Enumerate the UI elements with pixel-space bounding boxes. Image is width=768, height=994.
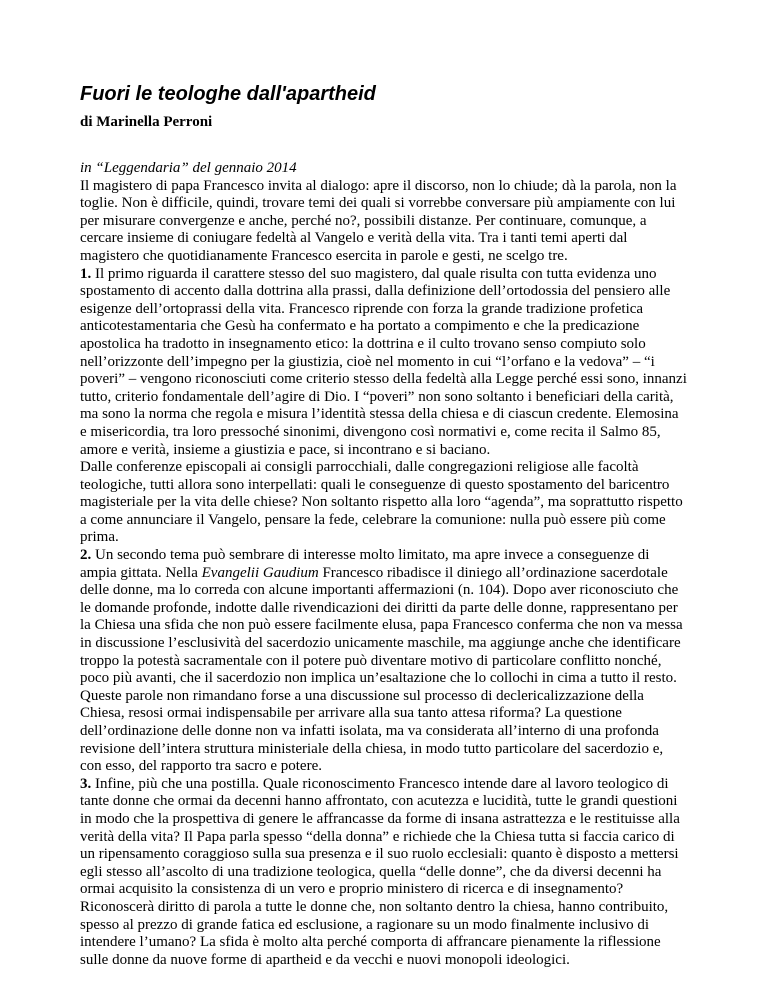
point-number: 3. (80, 775, 92, 792)
paragraph-point-1 (80, 266, 688, 460)
point-number: 2. (80, 547, 92, 564)
article-author: di Marinella Perroni (80, 114, 213, 130)
paragraph-text: Francesco ribadisce il diniego all’ordinazione sacerdotale delle donne, ma lo correda con alcune importanti affermazioni (n. 104). Dopo aver riconosciuto che le domande profonde, indotte dalle rivendicazioni dei diritti da parte delle donne, rappresentano per la Chiesa una sfida che non può essere facilmente elusa, papa Francesco conferma che non va messa in discussione l’esclusività del sacerdozio unicamente maschile, ma aggiunge anche che identificare troppo la potestà sacramentale con il potere può diventare motivo di particolare conflitto nonché, poco più avanti, che il sacerdozio non implica un’esaltazione che lo collochi in cima a tutto il resto. (80, 564, 683, 687)
article-source: in “Leggendaria” del gennaio 2014 (80, 160, 297, 176)
article-body (80, 178, 688, 970)
paragraph-text: Dalle conferenze episcopali ai consigli parrocchiali, dalle congregazioni religiose alle facoltà teologiche, tutti allora sono interpellati: quali le conseguenze di questo spostamento del baricentro magisteriale per la vita delle chiese? Non soltanto rispetto alla loro “agenda”, ma soprattutto rispetto a come annunciare il Vangelo, pensare la fede, celebrare la comunione: nulla può essere più come prima. (80, 459, 683, 546)
document-title-emphasis: Evangelii Gaudium (201, 564, 319, 581)
article-title: Fuori le teologhe dall'apartheid (80, 83, 376, 105)
paragraph-point-3 (80, 776, 688, 970)
paragraph-point-1-continued (80, 459, 688, 547)
paragraph-text: Il magistero di papa Francesco invita al dialogo: apre il discorso, non lo chiude; dà la parola, non la toglie. Non è difficile, quindi, trovare temi dei quali si vorrebbe conversare più ampiamente con lui per misurare convergenze e anche, perché no?, possibili distanze. Per continuare, comunque, a cercare insieme di coniugare fedeltà al Vangelo e verità della vita. Tra i tanti temi aperti dal magistero che quotidianamente Francesco esercita in parole e gesti, ne scelgo tre. (80, 177, 677, 264)
paragraph-point-2-continued (80, 688, 688, 776)
paragraph-intro (80, 178, 688, 266)
point-number: 1. (80, 265, 92, 282)
paragraph-text: Il primo riguarda il carattere stesso del suo magistero, dal quale risulta con tutta evidenza uno spostamento di accento dalla dottrina alla prassi, dalla definizione dell’ortodossia del pensiero alle esigenze dell’ortoprassi della vita. Francesco riprende con forza la grande tradizione profetica anticotestamentaria che Gesù ha confermato e ha portato a compimento e che la predicazione apostolica ha tradotto in insegnamento etico: la dottrina e il culto trovano senso compiuto solo nell’orizzonte dell’impegno per la giustizia, cioè nel momento in cui “l’orfano e la vedova” – “i poveri” – vengono riconosciuti come criterio stesso della fedeltà alla Legge perché essi sono, innanzi tutto, criterio fondamentale dell’agire di Dio. I “poveri” non sono soltanto i beneficiari della carità, ma sono la norma che regola e misura l’identità stessa della chiesa e di ciascun credente. Elemosina e misericordia, tra loro pressoché sinonimi, divengono così normativi e, come recita il Salmo 85, amore e verità, insieme a giustizia e pace, si incontrano e si baciano. (80, 265, 687, 458)
paragraph-text: Un secondo tema può sembrare di interesse molto limitato, ma apre invece a conseguenze di ampia gittata. Nella (80, 547, 650, 581)
paragraph-text: Queste parole non rimandano forse a una discussione sul processo di declericalizzazione della Chiesa, resosi ormai indispensabile per arrivare alla sua tanto attesa riforma? La questione dell’ordinazione delle donne non va infatti isolata, ma va considerata all’interno di una profonda revisione dell’intera struttura ministeriale della chiesa, in modo tutto particolare del sacerdozio e, con esso, del rapporto tra sacro e potere. (80, 687, 664, 775)
paragraph-point-2 (80, 547, 688, 688)
paragraph-text: Infine, più che una postilla. Quale riconoscimento Francesco intende dare al lavoro teologico di tante donne che ormai da decenni hanno affrontato, con acutezza e lucidità, tutte le grandi questioni in modo che la prospettiva di genere le affrancasse da forme di insana astrattezza e le restituisse alla verità della vita? Il Papa parla spesso “della donna” e richiede che la Chiesa tutta si faccia carico di un ripensamento coraggioso sulla sua presenza e il suo ruolo ecclesiali: quanto è disposto a mettersi egli stesso all’ascolto di una tradizione teologica, quella “delle donne”, che da diversi decenni ha ormai acquisito la consistenza di un vero e proprio ministero di ricerca e di insegnamento? Riconoscerà diritto di parola a tutte le donne che, non soltanto dentro la chiesa, hanno contribuito, spesso al prezzo di grande fatica ed esclusione, a ragionare su un modo finalmente inclusivo di intendere l’umano? La sfida è molto alta perché comporta di affrancare pienamente la riflessione sulle donne da nuove forme di apartheid e da vecchi e nuovi monopoli ideologici. (80, 775, 680, 968)
